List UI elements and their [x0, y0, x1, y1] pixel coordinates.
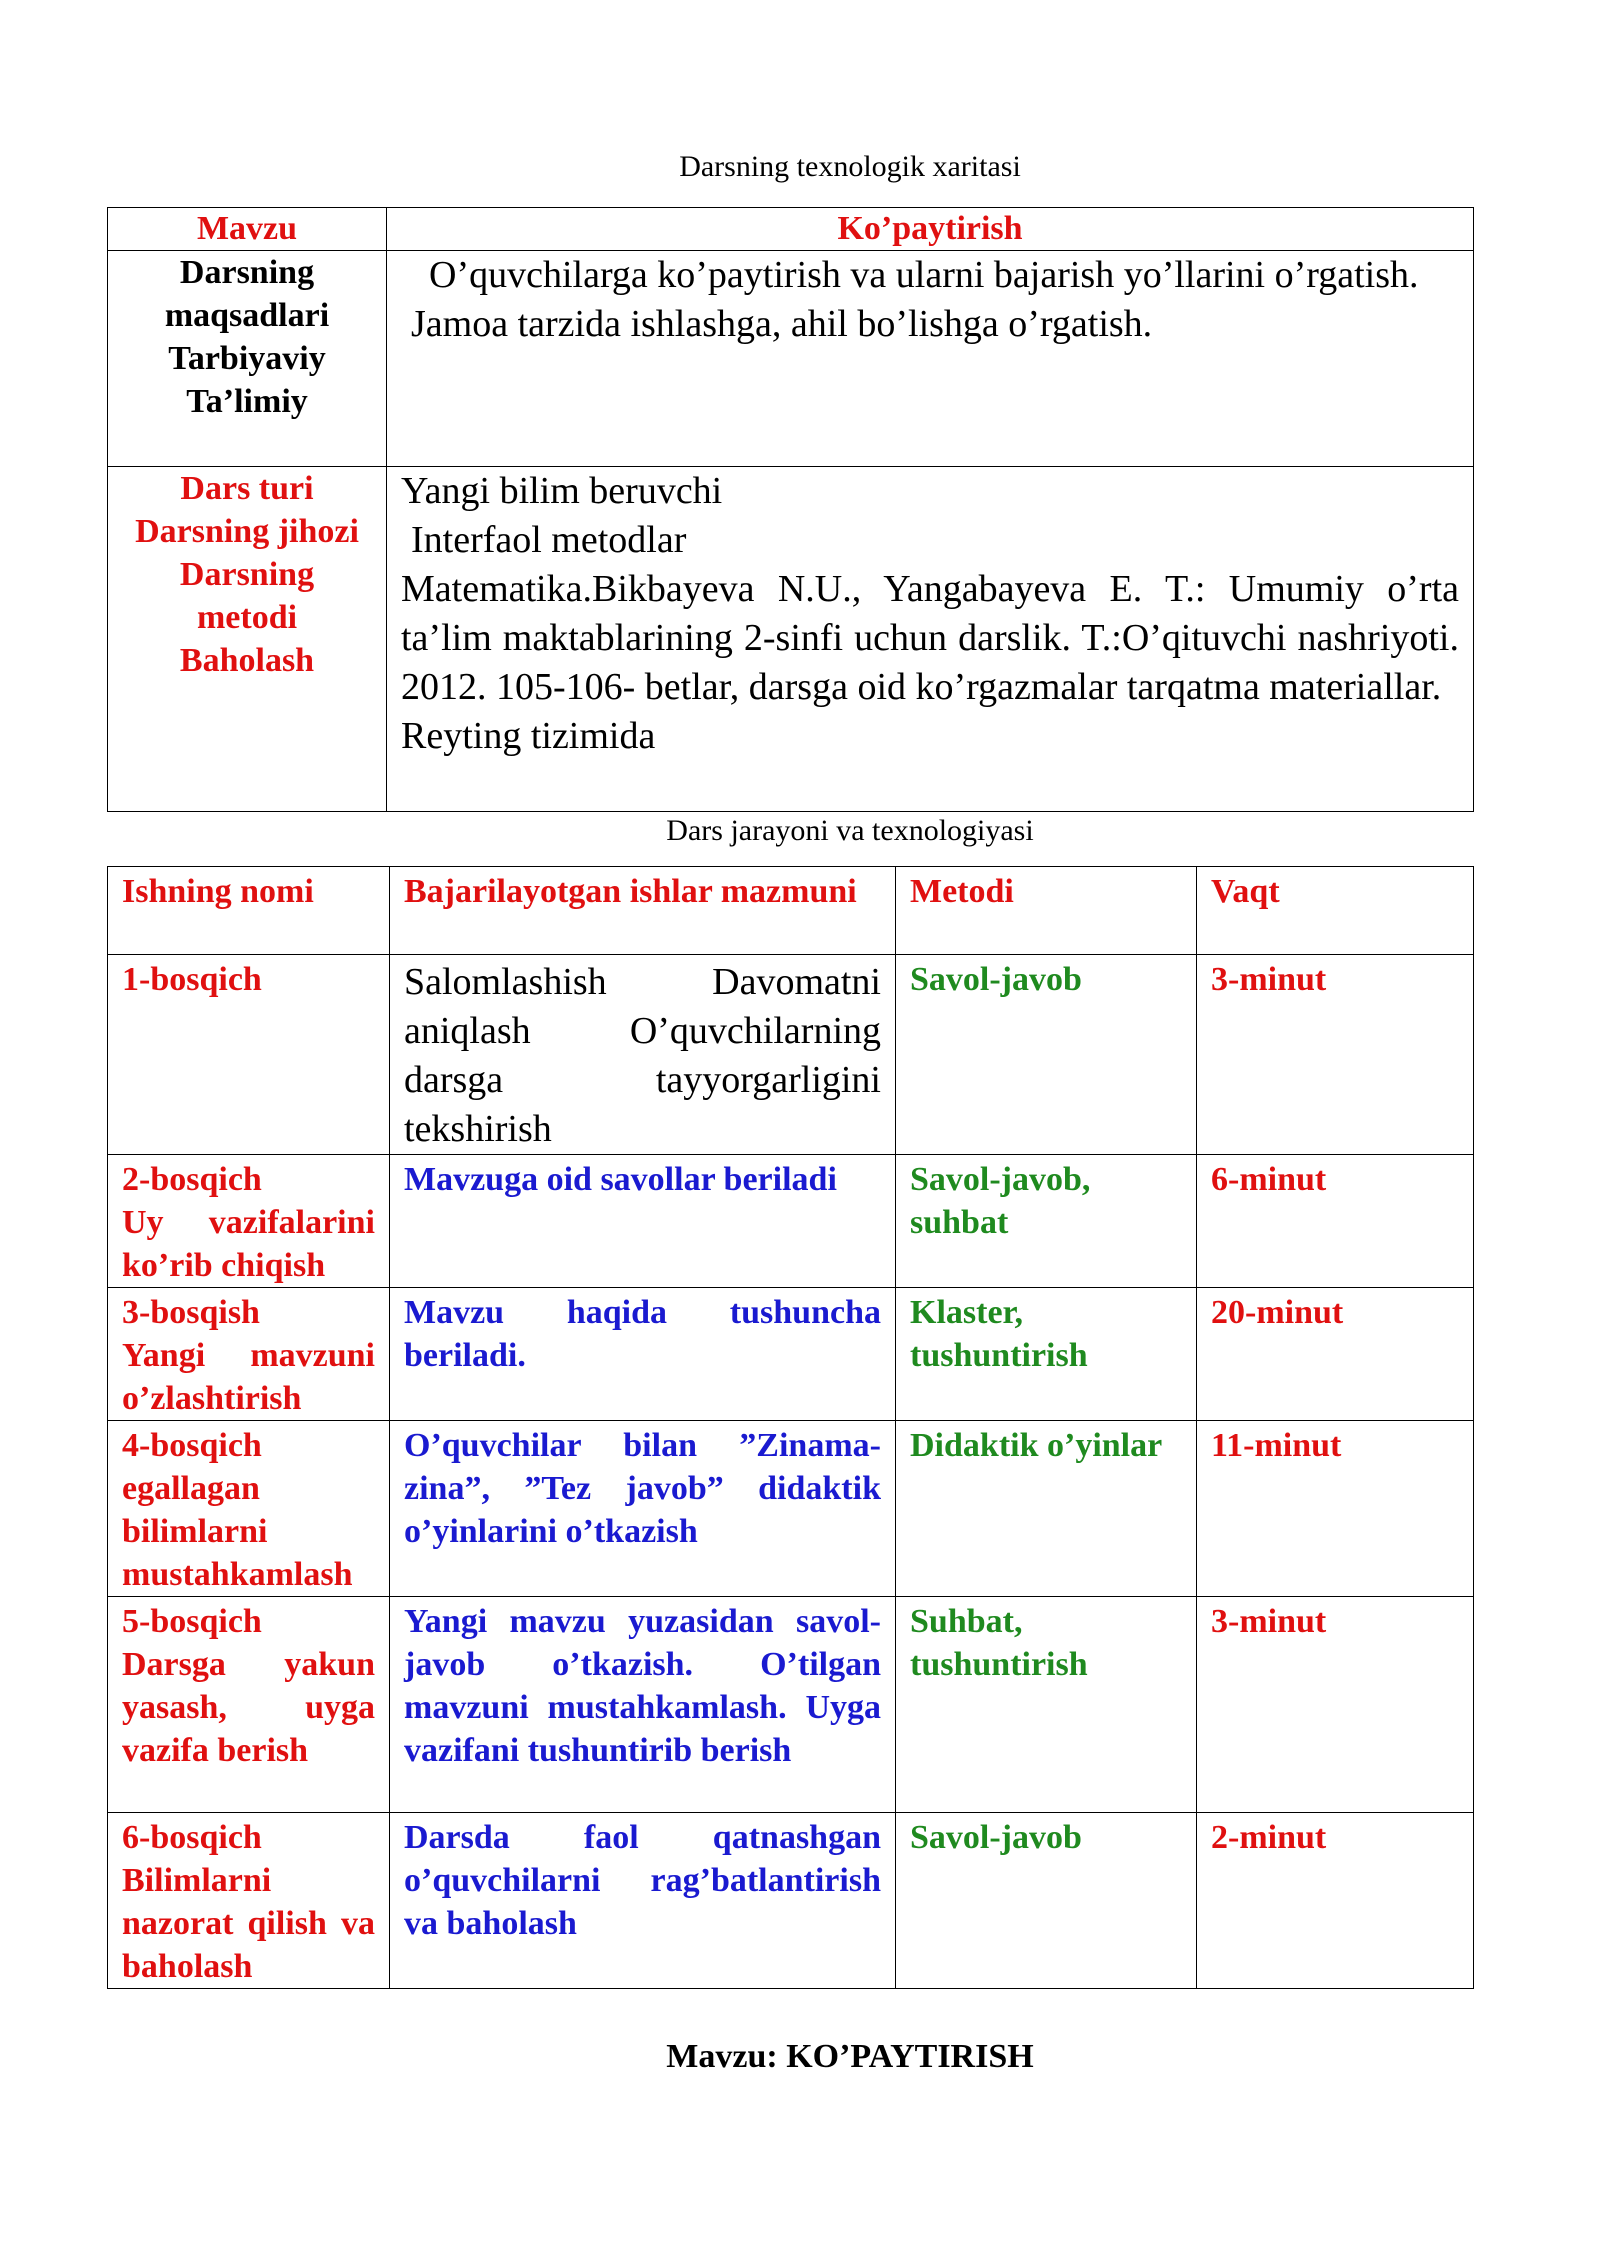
- header-stage: Ishning nomi: [108, 867, 390, 955]
- time-cell: 3-minut: [1197, 1597, 1474, 1813]
- lesson-method-label-1: Darsning: [179, 556, 315, 593]
- time-cell: 2-minut: [1197, 1813, 1474, 1989]
- technological-map-table: [107, 207, 1474, 812]
- method-cell: Didaktik o’yinlar: [896, 1421, 1197, 1597]
- method-cell: Savol-javob: [896, 1813, 1197, 1989]
- content-cell: Mavzuga oid savollar beriladi: [390, 1155, 896, 1288]
- stage-cell: [108, 955, 390, 1155]
- stage-description: Bilimlarni nazorat qilish va baholash: [122, 1862, 375, 1985]
- lesson-equipment-label: Darsning jihozi: [135, 513, 359, 550]
- stage-cell: [108, 1288, 390, 1421]
- header-content-text: Bajarilayotgan ishlar mazmuni: [404, 873, 857, 910]
- goals-text: [387, 251, 1474, 467]
- time-cell: 11-minut: [1197, 1421, 1474, 1597]
- table-row: [108, 955, 1474, 1155]
- header-method: Metodi: [896, 867, 1197, 955]
- stage-description: Yangi mavzuni o’zlashtirish: [122, 1337, 375, 1417]
- process-section-title: Dars jarayoni va texnologiyasi: [666, 814, 1034, 847]
- stage-description: egallagan bilimlarni mustahkamlash: [122, 1470, 353, 1593]
- content-cell: O’quvchilar bilan ”Zinama-zina”, ”Tez javob” didaktik o’yinlarini o’tkazish: [390, 1421, 896, 1597]
- goals-label-3: Tarbiyaviy: [168, 340, 326, 377]
- assessment-value: Reyting tizimida: [401, 715, 656, 757]
- document-title: Darsning texnologik xaritasi: [679, 150, 1021, 183]
- topic-value: Ko’paytirish: [387, 208, 1474, 251]
- lesson-info-labels: [108, 467, 387, 812]
- time-cell: 3-minut: [1197, 955, 1474, 1155]
- method-cell: Klaster, tushuntirish: [896, 1288, 1197, 1421]
- stage-cell: [108, 1421, 390, 1597]
- topic-label: Mavzu: [108, 208, 387, 251]
- stage-name: 5-bosqich: [122, 1603, 262, 1640]
- lesson-info-row: [108, 467, 1474, 812]
- table-row: [108, 1813, 1474, 1989]
- lesson-topic-title: Mavzu: KO’PAYTIRISH: [666, 2038, 1034, 2075]
- table-row: [108, 1288, 1474, 1421]
- lesson-process-table: [107, 866, 1474, 1989]
- time-cell: 20-minut: [1197, 1288, 1474, 1421]
- goals-label-2: maqsadlari: [164, 297, 330, 334]
- assessment-label: Baholash: [179, 642, 315, 679]
- stage-description: Darsga yakun yasash, uyga vazifa berish: [122, 1646, 375, 1769]
- goals-row: [108, 251, 1474, 467]
- stage-name: 6-bosqich: [122, 1819, 262, 1856]
- stage-name: 4-bosqich: [122, 1427, 262, 1464]
- lesson-type-label: Dars turi: [180, 470, 314, 507]
- stage-cell: [108, 1155, 390, 1288]
- method-cell: Savol-javob, suhbat: [896, 1155, 1197, 1288]
- lesson-equipment-value: Matematika.Bikbayeva N.U., Yangabayeva E. T.: Umumiy o’rta ta’lim maktablarining 2-sinfi uchun darslik. T.:O’qituvchi nashriyoti. 2012. 105-106- betlar, darsga oid ko’rgazmalar tarqatma materiallar.: [401, 568, 1459, 708]
- content-cell: Darsda faol qatnashgan o’quvchilarni rag’batlantirish va baholash: [390, 1813, 896, 1989]
- method-cell: Savol-javob: [896, 955, 1197, 1155]
- goal-upbringing: Jamoa tarzida ishlashga, ahil bo’lishga o’rgatish.: [411, 303, 1153, 345]
- content-cell: Salomlashish Davomatni aniqlash O’quvchilarning darsga tayyorgarligini tekshirish: [390, 955, 896, 1155]
- lesson-method-label-2: metodi: [196, 599, 298, 636]
- lesson-type-value: Yangi bilim beruvchi: [401, 470, 723, 512]
- header-content: [390, 867, 896, 955]
- content-cell: Mavzu haqida tushuncha beriladi.: [390, 1288, 896, 1421]
- goals-labels: [108, 251, 387, 467]
- topic-row: [108, 208, 1474, 251]
- table-row: [108, 1421, 1474, 1597]
- goals-label-4: Ta’limiy: [186, 383, 308, 420]
- header-time: Vaqt: [1197, 867, 1474, 955]
- stage-name: 2-bosqich: [122, 1161, 262, 1198]
- time-cell: 6-minut: [1197, 1155, 1474, 1288]
- stage-description: Uy vazifalarini ko’rib chiqish: [122, 1204, 375, 1284]
- method-cell: Suhbat, tushuntirish: [896, 1597, 1197, 1813]
- stage-name: 1-bosqich: [122, 961, 262, 998]
- table-row: [108, 1155, 1474, 1288]
- goals-label-1: Darsning: [179, 254, 315, 291]
- stage-cell: [108, 1597, 390, 1813]
- content-cell: Yangi mavzu yuzasidan savol-javob o’tkazish. O’tilgan mavzuni mustahkamlash. Uyga vazifani tushuntirib berish: [390, 1597, 896, 1813]
- lesson-method-value: Interfaol metodlar: [411, 519, 687, 561]
- stage-name: 3-bosqish: [122, 1294, 260, 1331]
- goal-educational: O’quvchilarga ko’paytirish va ularni bajarish yo’llarini o’rgatish.: [429, 254, 1419, 296]
- table-row: [108, 1597, 1474, 1813]
- stage-cell: [108, 1813, 390, 1989]
- process-header-row: [108, 867, 1474, 955]
- lesson-info-text: [387, 467, 1474, 812]
